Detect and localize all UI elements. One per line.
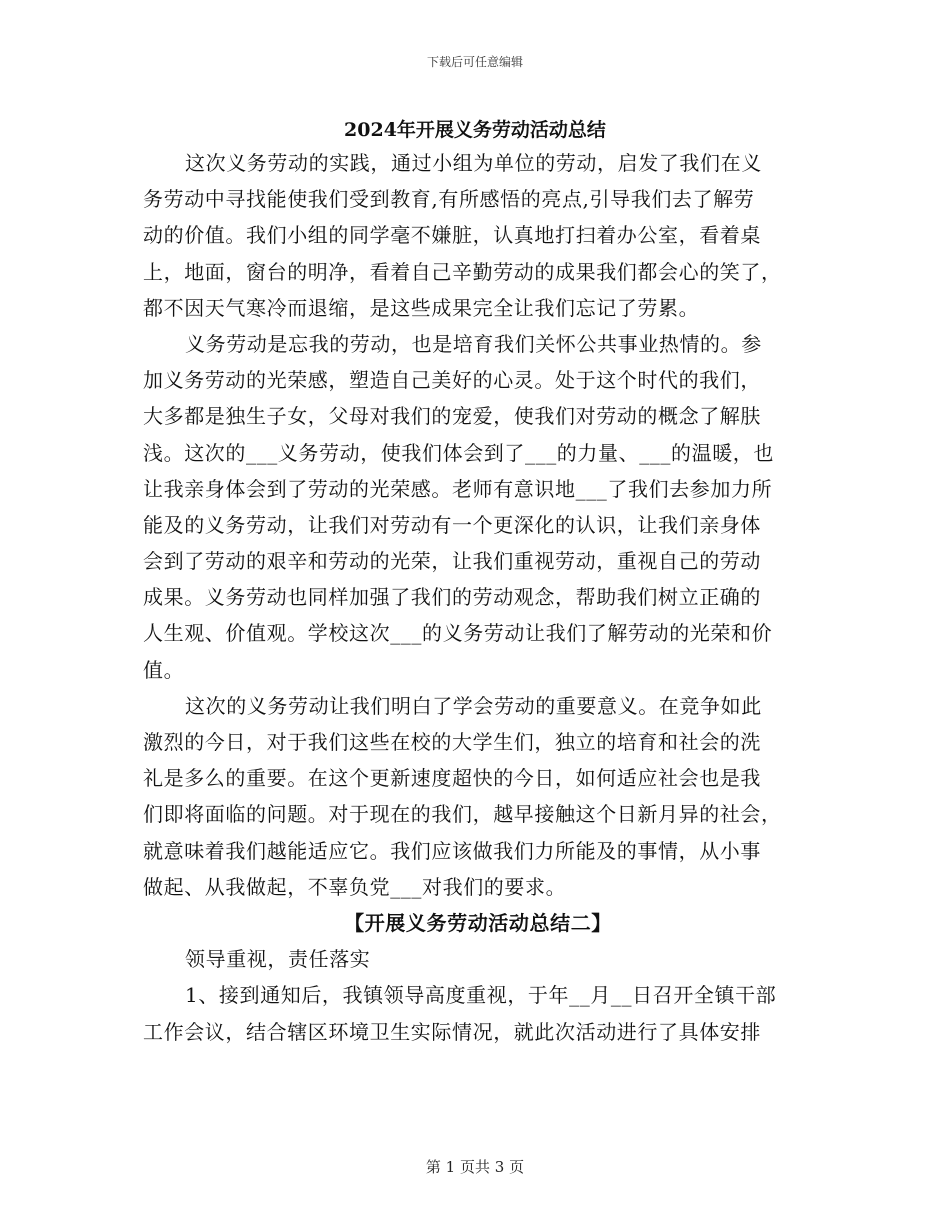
- text-line: 义务劳动是忘我的劳动，也是培育我们关怀公共事业热情的。参: [185, 331, 762, 356]
- text-line: 务劳动中寻找能使我们受到教育,有所感悟的亮点,引导我们去了解劳: [143, 187, 755, 212]
- text-line: 工作会议，结合辖区环境卫生实际情况，就此次活动进行了具体安排: [143, 1019, 761, 1044]
- text-line: 成果。义务劳动也同样加强了我们的劳动观念，帮助我们树立正确的: [143, 585, 761, 610]
- page-footer: 第 1 页共 3 页: [425, 1158, 525, 1176]
- text-line: 1、接到通知后，我镇领导高度重视，于年__月__日召开全镇干部: [185, 983, 777, 1008]
- text-line: 礼是多么的重要。在这个更新速度超快的今日，如何适应社会也是我: [143, 766, 761, 791]
- text-line: 加义务劳动的光荣感，塑造自己美好的心灵。处于这个时代的我们，: [143, 368, 761, 393]
- document-body: [143, 145, 813, 1050]
- text-line: 这次义务劳动的实践，通过小组为单位的劳动，启发了我们在义: [185, 151, 762, 175]
- text-line: 上，地面，窗台的明净，看着自己辛勤劳动的成果我们都会心的笑了，: [143, 259, 782, 284]
- text-line: 大多都是独生子女，父母对我们的宠爱，使我们对劳动的概念了解肤: [143, 404, 761, 429]
- text-line: 这次的义务劳动让我们明白了学会劳动的重要意义。在竞争如此: [185, 693, 762, 718]
- text-line: 会到了劳动的艰辛和劳动的光荣，让我们重视劳动，重视自己的劳动: [143, 549, 761, 574]
- text-line: 浅。这次的___义务劳动，使我们体会到了___的力量、___的温暖，也: [143, 440, 774, 465]
- text-line: 值。: [143, 657, 185, 682]
- document-title: 2024年开展义务劳动活动总结: [344, 119, 606, 141]
- text-line: 激烈的今日，对于我们这些在校的大学生们，独立的培育和社会的洗: [143, 730, 761, 754]
- text-line: 动的价值。我们小组的同学毫不嫌脏，认真地打扫着办公室，看着桌: [143, 223, 761, 248]
- page-header: 下载后可任意编辑: [426, 55, 523, 69]
- text-line: 领导重视，责任落实: [185, 947, 371, 972]
- text-line: 们即将面临的问题。对于现在的我们，越早接触这个日新月异的社会，: [143, 802, 782, 827]
- text-line: 让我亲身体会到了劳动的光荣感。老师有意识地___了我们去参加力所: [143, 476, 773, 501]
- text-line: 能及的义务劳动，让我们对劳动有一个更深化的认识，让我们亲身体: [143, 512, 761, 537]
- text-line: 都不因天气寒冷而退缩，是这些成果完全让我们忘记了劳累。: [143, 295, 700, 320]
- text-line: 就意味着我们越能适应它。我们应该做我们力所能及的事情，从小事: [143, 838, 761, 863]
- section-heading: 【开展义务劳动活动总结二】: [344, 910, 612, 935]
- text-line: 做起、从我做起，不辜负党___对我们的要求。: [143, 874, 567, 899]
- text-line: 人生观、价值观。学校这次___的义务劳动让我们了解劳动的光荣和价: [143, 621, 773, 646]
